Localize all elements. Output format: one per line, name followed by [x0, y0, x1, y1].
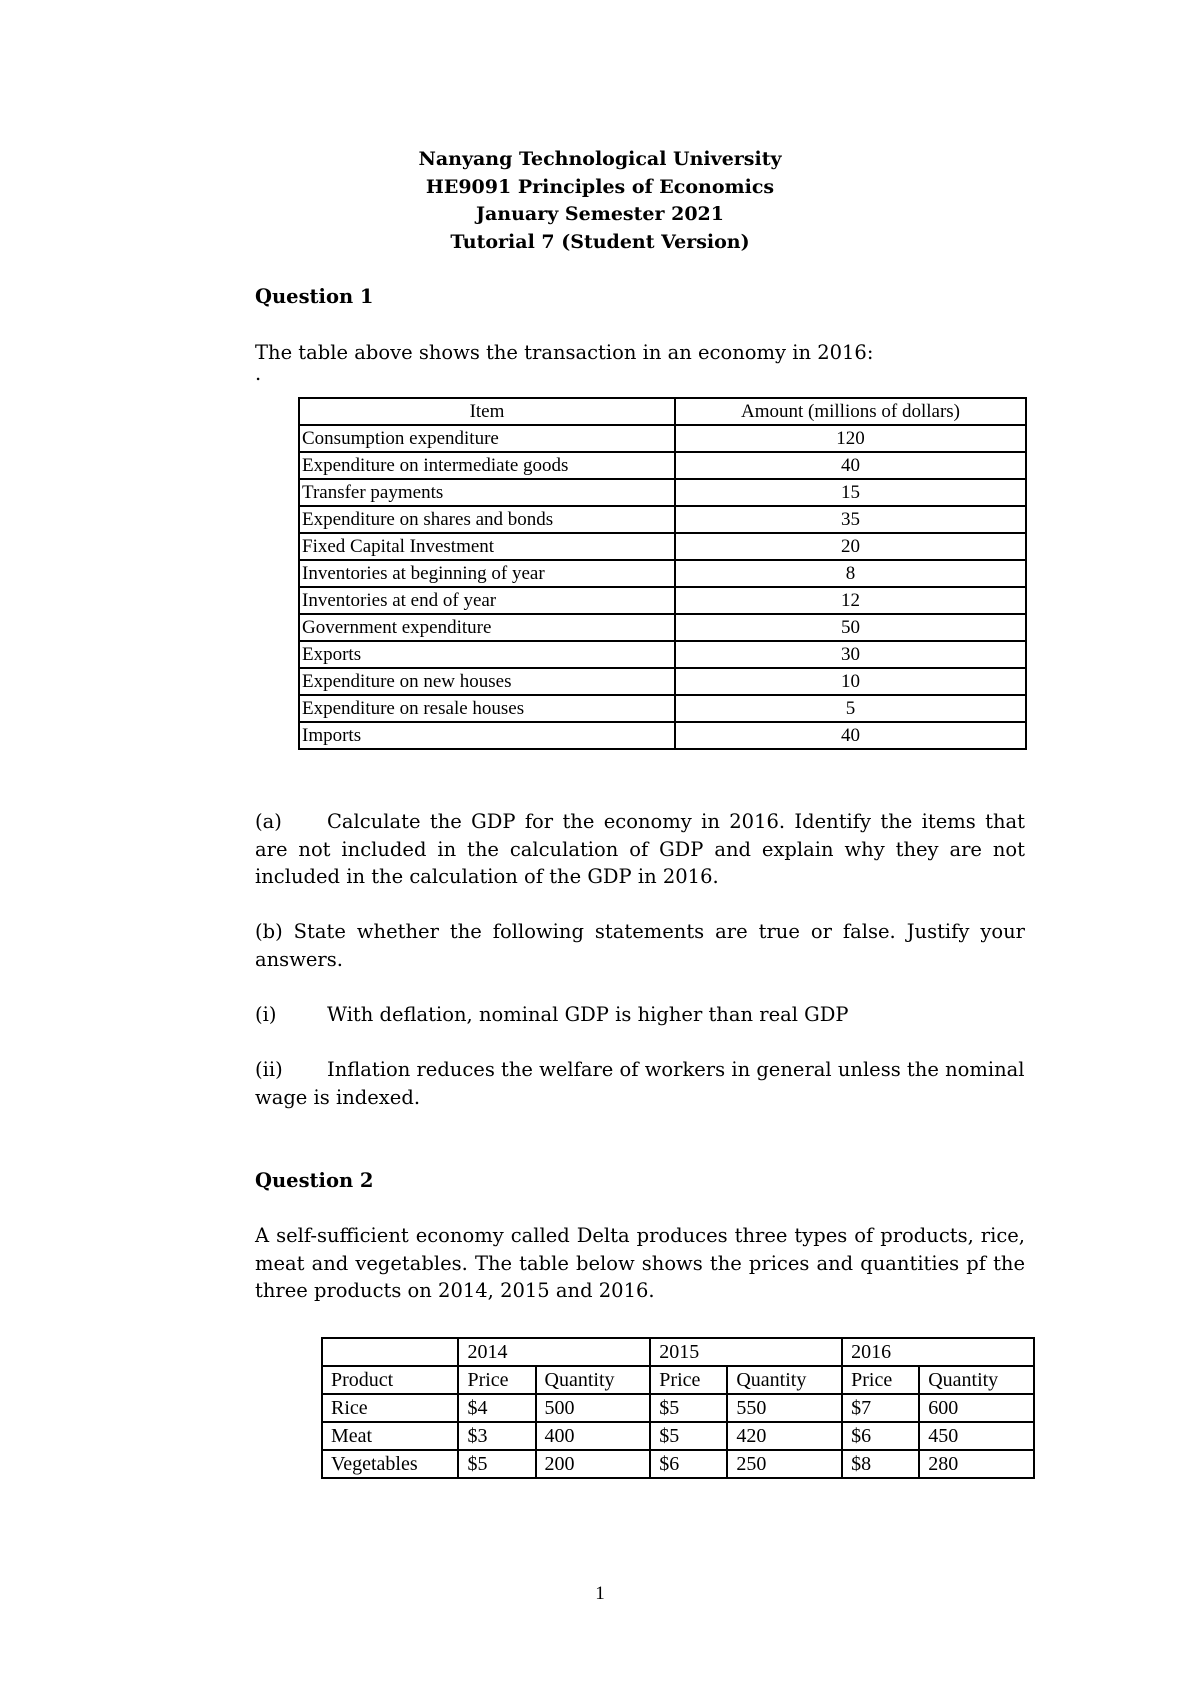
quantity-cell: 250	[727, 1450, 842, 1478]
item-cell: Expenditure on new houses	[299, 668, 675, 695]
amount-cell: 12	[675, 587, 1026, 614]
year-header-row	[322, 1338, 1034, 1366]
price-cell: $5	[650, 1394, 727, 1422]
product-header: Product	[322, 1366, 458, 1394]
table-row	[299, 722, 1026, 749]
question-1b: (b) State whether the following statements are true or false. Justify your answers.	[255, 920, 1025, 971]
table-row	[299, 452, 1026, 479]
amount-cell: 40	[675, 452, 1026, 479]
price-cell: $3	[458, 1422, 535, 1450]
product-cell: Meat	[322, 1422, 458, 1450]
table-row	[322, 1450, 1034, 1478]
university-name: Nanyang Technological University	[418, 148, 782, 170]
prices-quantities-table	[321, 1337, 1035, 1479]
price-header: Price	[842, 1366, 919, 1394]
item-cell: Government expenditure	[299, 614, 675, 641]
table-row	[299, 479, 1026, 506]
table-row	[299, 425, 1026, 452]
quantity-cell: 400	[536, 1422, 651, 1450]
part-a-label: (a)	[255, 810, 282, 833]
quantity-cell: 550	[727, 1394, 842, 1422]
quantity-header: Quantity	[536, 1366, 651, 1394]
question-1b-i	[255, 1001, 1025, 1029]
year-header: 2014	[458, 1338, 650, 1366]
product-cell: Vegetables	[322, 1450, 458, 1478]
item-cell: Expenditure on shares and bonds	[299, 506, 675, 533]
item-cell: Fixed Capital Investment	[299, 533, 675, 560]
item-cell: Inventories at beginning of year	[299, 560, 675, 587]
quantity-cell: 500	[536, 1394, 651, 1422]
amount-cell: 35	[675, 506, 1026, 533]
item-cell: Transfer payments	[299, 479, 675, 506]
table-row	[322, 1422, 1034, 1450]
page-number: 1	[595, 1583, 605, 1604]
question-1a	[255, 808, 1025, 891]
table-row	[299, 668, 1026, 695]
year-header: 2016	[842, 1338, 1034, 1366]
item-cell: Expenditure on intermediate goods	[299, 452, 675, 479]
quantity-cell: 200	[536, 1450, 651, 1478]
price-cell: $6	[650, 1450, 727, 1478]
item-cell: Consumption expenditure	[299, 425, 675, 452]
quantity-cell: 600	[919, 1394, 1034, 1422]
question-1-intro: The table above shows the transaction in an economy in 2016:	[255, 341, 874, 364]
price-cell: $6	[842, 1422, 919, 1450]
item-cell: Expenditure on resale houses	[299, 695, 675, 722]
table-header-row	[299, 398, 1026, 425]
amount-cell: 120	[675, 425, 1026, 452]
item-cell: Inventories at end of year	[299, 587, 675, 614]
quantity-cell: 420	[727, 1422, 842, 1450]
part-i-text: With deflation, nominal GDP is higher than real GDP	[327, 1003, 849, 1026]
part-i-label: (i)	[255, 1003, 277, 1026]
tutorial-title: Tutorial 7 (Student Version)	[450, 230, 750, 253]
amount-cell: 30	[675, 641, 1026, 668]
item-cell: Exports	[299, 641, 675, 668]
product-cell: Rice	[322, 1394, 458, 1422]
part-a-text: Calculate the GDP for the economy in 2016. Identify the items that are not included in the calculation of GDP and explain why they are not included in the calculation of the GDP in 2016.	[255, 810, 1025, 888]
table-row	[299, 560, 1026, 587]
column-header-amount: Amount (millions of dollars)	[675, 398, 1026, 425]
question-1b-ii	[255, 1056, 1025, 1111]
course-title: HE9091 Principles of Economics	[425, 175, 775, 198]
price-header: Price	[650, 1366, 727, 1394]
table-row	[299, 587, 1026, 614]
part-ii-label: (ii)	[255, 1058, 283, 1081]
table-row	[299, 506, 1026, 533]
empty-corner-cell	[322, 1338, 458, 1366]
amount-cell: 10	[675, 668, 1026, 695]
item-cell: Imports	[299, 722, 675, 749]
table-row	[322, 1394, 1034, 1422]
column-header-row	[322, 1366, 1034, 1394]
quantity-cell: 280	[919, 1450, 1034, 1478]
semester: January Semester 2021	[476, 203, 724, 225]
year-header: 2015	[650, 1338, 842, 1366]
document-header	[0, 146, 1200, 256]
amount-cell: 5	[675, 695, 1026, 722]
question-2-intro: A self-sufficient economy called Delta produces three types of products, rice, meat and vegetables. The table below shows the prices and quantities pf the three products on 2014, 2015 and 2016.	[255, 1224, 1025, 1302]
question-1-dot: .	[255, 362, 262, 385]
amount-cell: 50	[675, 614, 1026, 641]
amount-cell: 15	[675, 479, 1026, 506]
amount-cell: 8	[675, 560, 1026, 587]
column-header-item: Item	[299, 398, 675, 425]
quantity-header: Quantity	[727, 1366, 842, 1394]
question-1-heading: Question 1	[255, 285, 374, 308]
question-2-heading: Question 2	[255, 1169, 374, 1192]
table-row	[299, 695, 1026, 722]
amount-cell: 20	[675, 533, 1026, 560]
amount-cell: 40	[675, 722, 1026, 749]
price-cell: $8	[842, 1450, 919, 1478]
table-row	[299, 614, 1026, 641]
price-header: Price	[458, 1366, 535, 1394]
price-cell: $4	[458, 1394, 535, 1422]
price-cell: $7	[842, 1394, 919, 1422]
price-cell: $5	[650, 1422, 727, 1450]
table-row	[299, 533, 1026, 560]
price-cell: $5	[458, 1450, 535, 1478]
transactions-table	[298, 397, 1027, 750]
quantity-cell: 450	[919, 1422, 1034, 1450]
table-row	[299, 641, 1026, 668]
quantity-header: Quantity	[919, 1366, 1034, 1394]
part-ii-text: Inflation reduces the welfare of workers in general unless the nominal wage is indexed.	[255, 1058, 1025, 1109]
